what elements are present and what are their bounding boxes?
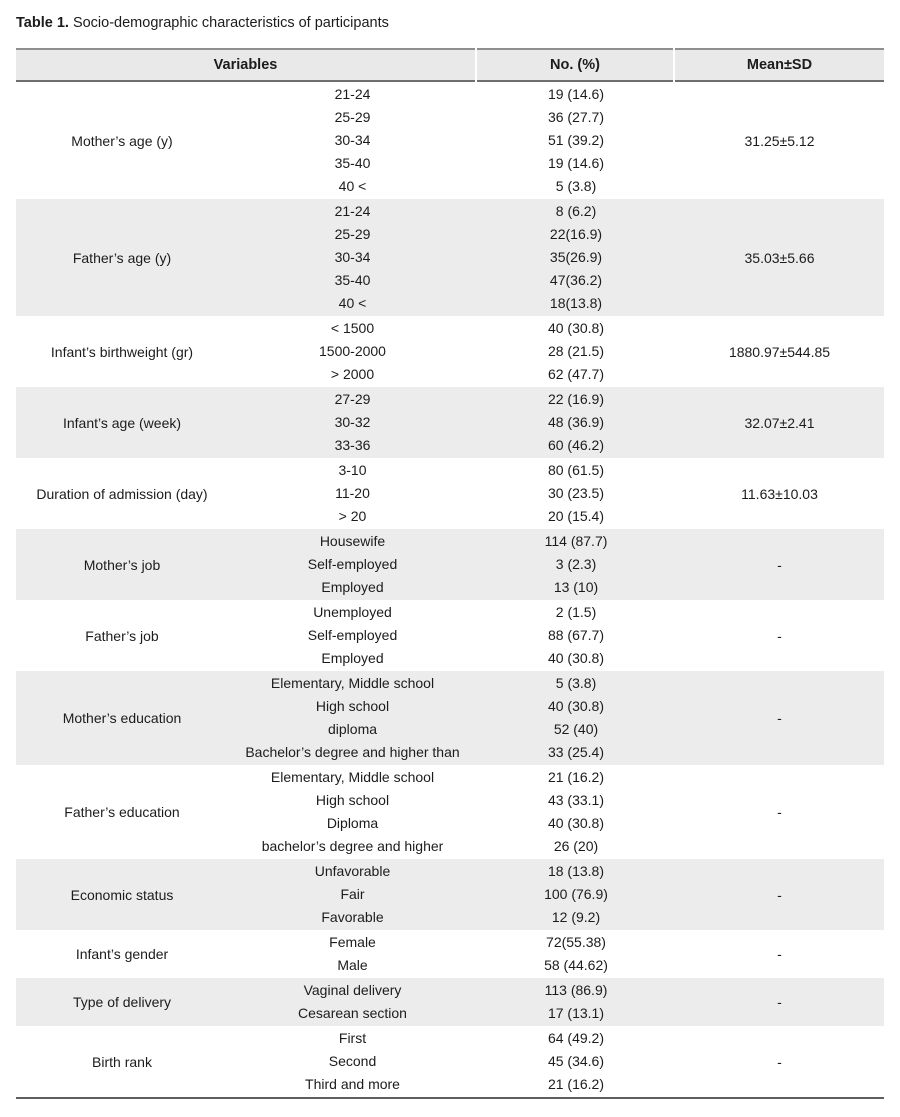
count-cell: 36 (27.7) (547, 109, 605, 125)
variable-name: Duration of admission (day) (36, 485, 208, 502)
count-cell: 12 (9.2) (551, 909, 601, 925)
count-cell: 8 (6.2) (555, 203, 597, 219)
count-cell: 21 (16.2) (547, 1076, 605, 1092)
category-cell: High school (315, 698, 390, 714)
category-cell: 30-34 (334, 249, 371, 265)
table-caption (16, 14, 884, 32)
category-cell: 1500-2000 (319, 343, 386, 359)
category-cell: Bachelor’s degree and higher than (245, 744, 460, 760)
count-cell: 100 (76.9) (544, 886, 608, 902)
category-cell: < 1500 (330, 320, 375, 336)
table-section-infant-s-age-week (16, 387, 884, 458)
category-column (228, 459, 477, 528)
count-cell: 58 (44.62) (544, 957, 608, 973)
mean-sd-cell: 35.03±5.66 (744, 249, 815, 266)
category-cell: 3-10 (338, 462, 367, 478)
variable-name: Mother’s job (83, 556, 161, 573)
count-cell: 22 (16.9) (547, 391, 605, 407)
mean-sd-cell: - (777, 627, 782, 644)
table-section-infant-s-gender (16, 930, 884, 978)
count-column (477, 317, 675, 386)
category-cell: > 20 (338, 508, 367, 524)
category-cell: 21-24 (334, 203, 371, 219)
count-column (477, 601, 675, 670)
variable-name: Infant’s gender (75, 946, 169, 962)
count-column (477, 1027, 675, 1096)
count-column (477, 672, 675, 764)
table-section-economic-status (16, 859, 884, 930)
count-cell: 19 (14.6) (547, 86, 605, 102)
mean-sd-cell: - (777, 886, 782, 903)
category-cell: Cesarean section (298, 1005, 407, 1021)
variable-name: Father’s job (85, 627, 159, 644)
variable-name: Mother’s education (62, 710, 182, 726)
category-cell: Elementary, Middle school (270, 675, 435, 691)
category-column (228, 1027, 477, 1096)
count-cell: 28 (21.5) (547, 343, 605, 359)
mean-sd-cell: - (777, 556, 782, 573)
count-cell: 80 (61.5) (547, 462, 605, 478)
category-cell: Housewife (319, 533, 386, 549)
mean-sd-cell: 1880.97±544.85 (728, 343, 831, 360)
count-cell: 43 (33.1) (547, 792, 605, 808)
count-cell: 51 (39.2) (547, 132, 605, 148)
category-cell: Unfavorable (314, 863, 391, 879)
variable-name: Birth rank (92, 1053, 152, 1070)
category-column (228, 860, 477, 929)
variable-name: Infant’s birthweight (gr) (50, 343, 194, 360)
mean-sd-cell: 32.07±2.41 (744, 414, 815, 431)
category-cell: Favorable (321, 909, 384, 925)
count-cell: 26 (20) (553, 838, 599, 854)
count-cell: 17 (13.1) (547, 1005, 605, 1021)
mean-sd-cell: - (777, 804, 782, 820)
category-column (228, 530, 477, 599)
category-cell: > 2000 (330, 366, 375, 382)
category-cell: 27-29 (334, 391, 371, 407)
variable-name: Economic status (70, 886, 174, 903)
category-cell: 40 < (338, 178, 367, 194)
variable-name: Infant’s age (week) (62, 414, 182, 431)
count-cell: 40 (30.8) (547, 815, 605, 831)
category-cell: Male (337, 957, 368, 973)
mean-sd-cell: - (777, 710, 782, 726)
count-cell: 48 (36.9) (547, 414, 605, 430)
header-mean-sd: Mean±SD (675, 48, 884, 82)
count-cell: 113 (86.9) (544, 982, 608, 998)
category-cell: 21-24 (334, 86, 371, 102)
count-cell: 40 (30.8) (547, 698, 605, 714)
table-section-type-of-delivery (16, 978, 884, 1026)
category-cell: Diploma (326, 815, 379, 831)
count-column (477, 530, 675, 599)
count-column (477, 979, 675, 1025)
category-column (228, 931, 477, 977)
category-cell: Self-employed (307, 556, 398, 572)
count-cell: 62 (47.7) (547, 366, 605, 382)
table-section-father-s-job (16, 600, 884, 671)
category-cell: 11-20 (335, 485, 370, 501)
category-cell: diploma (327, 721, 378, 737)
header-variables: Variables (16, 48, 475, 82)
header-no-percent: No. (%) (477, 48, 673, 82)
count-cell: 19 (14.6) (547, 155, 605, 171)
count-column (477, 860, 675, 929)
category-cell: High school (315, 792, 390, 808)
mean-sd-cell: 31.25±5.12 (744, 132, 815, 149)
socio-demographic-table (16, 48, 884, 1099)
variable-name: Mother’s age (y) (71, 132, 173, 149)
count-cell: 40 (30.8) (547, 320, 605, 336)
count-cell: 5 (3.8) (555, 675, 597, 691)
category-column (228, 83, 477, 198)
category-cell: Self-employed (307, 627, 398, 643)
category-cell: Second (328, 1053, 377, 1069)
count-cell: 64 (49.2) (547, 1030, 605, 1046)
count-cell: 2 (1.5) (555, 604, 597, 620)
table-section-infant-s-birthweight-gr (16, 316, 884, 387)
category-column (228, 979, 477, 1025)
category-cell: Fair (340, 886, 365, 902)
count-column (477, 459, 675, 528)
count-cell: 60 (46.2) (547, 437, 605, 453)
category-cell: Elementary, Middle school (270, 769, 435, 785)
variable-name: Father’s age (y) (72, 249, 172, 266)
count-cell: 33 (25.4) (547, 744, 605, 760)
mean-sd-cell: - (777, 1053, 782, 1070)
category-cell: Female (329, 934, 376, 950)
count-cell: 52 (40) (553, 721, 599, 737)
count-column (477, 200, 675, 315)
table-section-mother-s-job (16, 529, 884, 600)
category-cell: Vaginal delivery (303, 982, 402, 998)
count-column (477, 766, 675, 858)
count-cell: 47(36.2) (549, 272, 603, 288)
count-cell: 21 (16.2) (547, 769, 605, 785)
category-column (228, 672, 477, 764)
count-cell: 18 (13.8) (547, 863, 605, 879)
table-section-father-s-age-y (16, 199, 884, 316)
count-cell: 13 (10) (553, 579, 599, 595)
count-cell: 35(26.9) (549, 249, 603, 265)
count-column (477, 83, 675, 198)
count-cell: 3 (2.3) (555, 556, 597, 572)
category-cell: 33-36 (334, 437, 371, 453)
table-header-row (16, 48, 884, 82)
count-cell: 72(55.38) (546, 934, 606, 950)
variable-name: Type of delivery (72, 994, 172, 1010)
table-caption-label: Table 1. (16, 15, 69, 31)
category-column (228, 766, 477, 858)
category-cell: 25-29 (334, 109, 371, 125)
category-cell: 30-34 (334, 132, 371, 148)
category-cell: 25-29 (334, 226, 371, 242)
mean-sd-cell: - (777, 994, 782, 1010)
category-cell: Employed (321, 650, 384, 666)
count-cell: 40 (30.8) (547, 650, 605, 666)
table-section-birth-rank (16, 1026, 884, 1097)
count-cell: 45 (34.6) (547, 1053, 605, 1069)
count-cell: 88 (67.7) (547, 627, 605, 643)
category-cell: 40 < (338, 295, 367, 311)
count-cell: 114 (87.7) (544, 533, 608, 549)
table-section-father-s-education (16, 765, 884, 859)
table-section-mother-s-age-y (16, 82, 884, 199)
category-column (228, 317, 477, 386)
table-section-duration-of-admission-day (16, 458, 884, 529)
variable-name: Father’s education (64, 804, 180, 820)
category-cell: 30-32 (334, 414, 371, 430)
category-cell: Unemployed (313, 604, 392, 620)
category-column (228, 200, 477, 315)
table-caption-text: Socio-demographic characteristics of participants (68, 15, 389, 31)
count-cell: 5 (3.8) (555, 178, 597, 194)
table-section-mother-s-education (16, 671, 884, 765)
category-cell: Employed (321, 579, 384, 595)
category-column (228, 601, 477, 670)
count-cell: 18(13.8) (549, 295, 603, 311)
mean-sd-cell: 11.63±10.03 (741, 485, 818, 502)
category-cell: First (338, 1030, 367, 1046)
category-column (228, 388, 477, 457)
count-cell: 22(16.9) (549, 226, 603, 242)
mean-sd-cell: - (777, 946, 782, 962)
table-body (16, 82, 884, 1099)
category-cell: 35-40 (334, 272, 371, 288)
category-cell: Third and more (305, 1076, 400, 1092)
count-column (477, 931, 675, 977)
count-cell: 30 (23.5) (547, 485, 605, 501)
category-cell: 35-40 (334, 155, 371, 171)
count-column (477, 388, 675, 457)
count-cell: 20 (15.4) (547, 508, 605, 524)
category-cell: bachelor’s degree and higher (261, 838, 444, 854)
